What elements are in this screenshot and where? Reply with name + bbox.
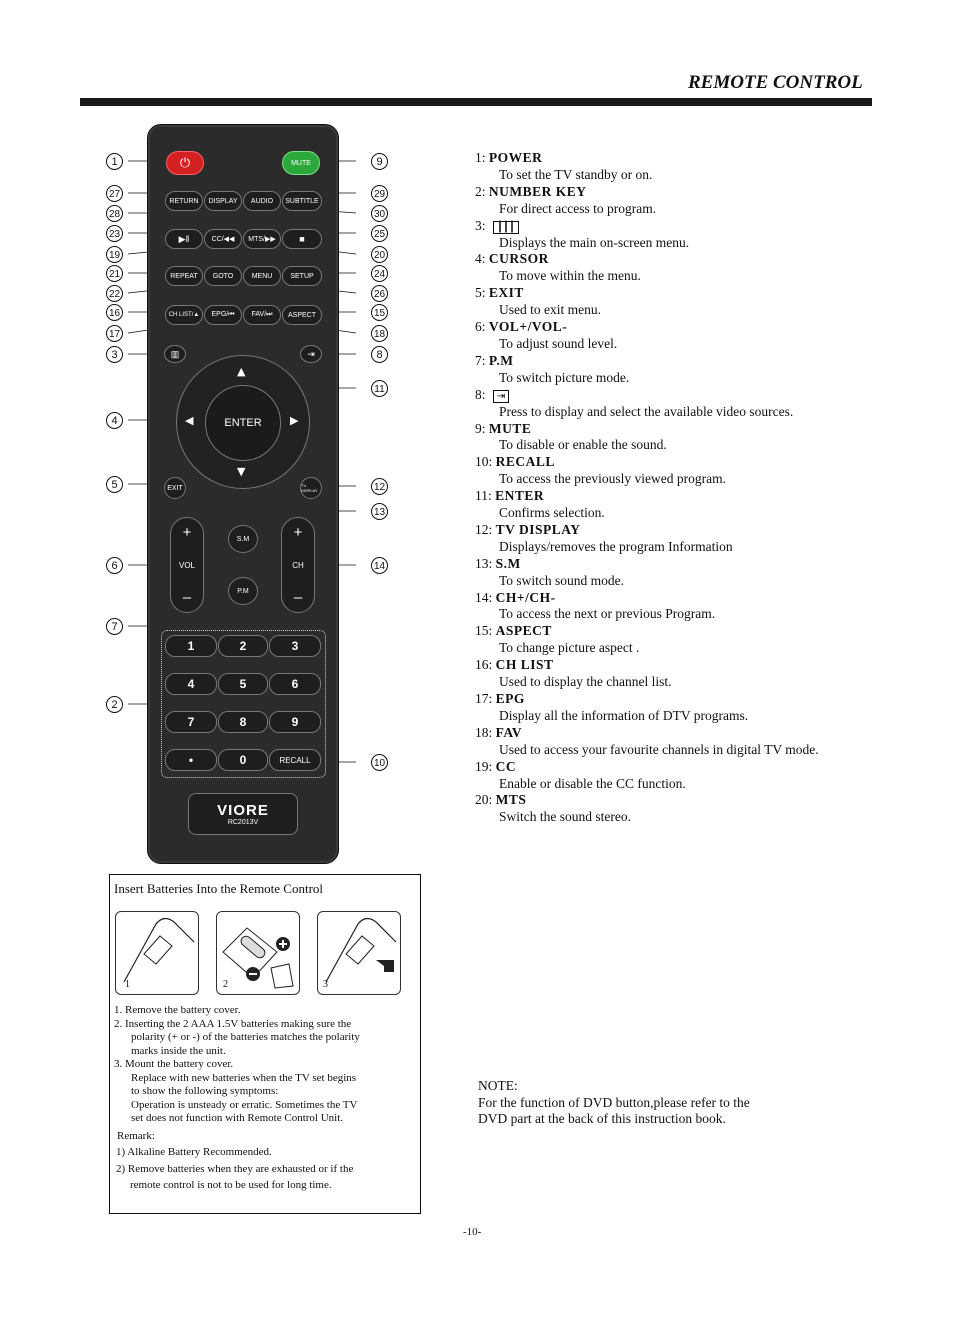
- return-button: RETURN: [165, 191, 203, 211]
- right-arrow-icon: ▶: [290, 414, 299, 427]
- battery-step-text: marks inside the unit.: [131, 1044, 226, 1057]
- digit-3-button: 3: [269, 635, 321, 657]
- tv-display-button: TV DISPLAY: [300, 477, 322, 499]
- function-description: For direct access to program.: [499, 200, 657, 216]
- function-number: 1:: [475, 150, 486, 165]
- function-description: Press to display and select the available video sources.: [499, 403, 794, 419]
- dot-button: •: [165, 749, 217, 771]
- volume-rocker: [170, 517, 204, 613]
- battery-step-2-illustration: [216, 911, 300, 995]
- page-number: -10-: [463, 1226, 482, 1238]
- callout-1: 1: [106, 153, 123, 170]
- callout-16: 16: [106, 304, 123, 321]
- function-term: [475, 353, 935, 370]
- callout-23: 23: [106, 225, 123, 242]
- function-name: CH+/CH-: [495, 589, 556, 605]
- function-name: EXIT: [488, 285, 524, 301]
- battery-step-text: Replace with new batteries when the TV set begins: [131, 1071, 357, 1084]
- function-term: [475, 488, 935, 505]
- function-description: Used to access your favourite channels in digital TV mode.: [499, 741, 819, 757]
- function-name: VOL+/VOL-: [488, 319, 568, 335]
- callout-21: 21: [106, 265, 123, 282]
- function-number: 11:: [475, 488, 492, 504]
- function-number: 14:: [475, 589, 493, 605]
- function-term: [475, 251, 935, 268]
- function-description: Used to display the channel list.: [499, 674, 672, 690]
- title-rule: [80, 98, 872, 106]
- source-icon: ⇥: [493, 390, 509, 403]
- digit-9-button: 9: [269, 711, 321, 733]
- up-arrow-icon: ▲: [237, 365, 246, 378]
- function-description: To switch picture mode.: [499, 369, 630, 385]
- down-arrow-icon: ▼: [237, 465, 246, 478]
- function-name: CURSOR: [488, 251, 549, 267]
- function-number: 16:: [475, 657, 493, 673]
- function-description: Enable or disable the CC function.: [499, 775, 686, 791]
- remark-2b: remote control is not to be used for long time.: [130, 1179, 332, 1191]
- digit-6-button: 6: [269, 673, 321, 695]
- battery-insert-icon: [217, 912, 299, 994]
- callout-3: 3: [106, 346, 123, 363]
- ch-plus-label: +: [293, 524, 303, 541]
- fav-button: FAV/⏭: [243, 305, 281, 325]
- function-number: 12:: [475, 521, 493, 537]
- vol-plus-label: +: [182, 524, 192, 541]
- function-number: 6:: [475, 319, 486, 335]
- recall-button: RECALL: [269, 749, 321, 771]
- display-button: DISPLAY: [204, 191, 242, 211]
- function-number: 5:: [475, 285, 486, 301]
- menu-icon-button: ▥: [164, 345, 186, 363]
- cover-close-icon: [318, 912, 400, 994]
- function-name: FAV: [495, 724, 523, 740]
- battery-step-text: to show the following symptoms:: [131, 1085, 279, 1097]
- function-term: [475, 319, 935, 336]
- remark-2a: 2) Remove batteries when they are exhausted or if the: [116, 1162, 354, 1175]
- digit-7-button: 7: [165, 711, 217, 733]
- function-description: To move within the menu.: [499, 268, 641, 284]
- battery-step-text: 2. Inserting the 2 AAA 1.5V batteries making sure the: [114, 1017, 352, 1030]
- callout-22: 22: [106, 285, 123, 302]
- epg-button: EPG/⏮: [204, 305, 242, 325]
- ch-list-button: CH LIST/▲: [165, 305, 203, 325]
- callout-4: 4: [106, 412, 123, 429]
- function-name: MUTE: [488, 420, 532, 436]
- function-description: Displays the main on-screen menu.: [499, 234, 690, 250]
- goto-button: GOTO: [204, 266, 242, 286]
- function-number: 10:: [475, 454, 493, 470]
- function-name: MTS: [495, 792, 527, 808]
- callout-19: 19: [106, 246, 123, 263]
- channel-rocker: [281, 517, 315, 613]
- power-button: ⏻: [166, 151, 204, 175]
- vol-minus-label: –: [182, 589, 192, 606]
- function-term: [475, 421, 935, 438]
- remark-1: 1) Alkaline Battery Recommended.: [116, 1146, 272, 1158]
- function-term: [475, 590, 935, 607]
- function-description: Display all the information of DTV programs.: [499, 707, 749, 723]
- function-number: 8:: [475, 386, 486, 402]
- battery-steps-list: [114, 1004, 414, 1193]
- step-label-1: 1: [125, 979, 130, 990]
- battery-title: Insert Batteries Into the Remote Control: [114, 881, 324, 896]
- function-description: To access the previously viewed program.: [499, 471, 726, 487]
- digit-5-button: 5: [218, 673, 268, 695]
- function-number: 4:: [475, 251, 486, 267]
- function-number: 9:: [475, 420, 486, 436]
- source-icon-button: ⇥: [300, 345, 322, 363]
- function-description: To adjust sound level.: [499, 335, 618, 351]
- mute-button: MUTE: [282, 151, 320, 175]
- callout-26: 26: [371, 285, 388, 302]
- callout-28: 28: [106, 205, 123, 222]
- function-term: [475, 725, 935, 742]
- function-name: POWER: [488, 150, 543, 165]
- function-number: 13:: [475, 555, 493, 571]
- function-number: 18:: [475, 724, 493, 740]
- digit-0-button: 0: [218, 749, 268, 771]
- function-name: NUMBER KEY: [488, 183, 587, 199]
- stop-button: ■: [282, 229, 322, 249]
- callout-13: 13: [371, 503, 388, 520]
- digit-8-button: 8: [218, 711, 268, 733]
- battery-step-text: 1. Remove the battery cover.: [114, 1004, 241, 1016]
- function-term: [475, 623, 935, 640]
- note-line-1: For the function of DVD button,please refer to the: [478, 1094, 750, 1110]
- function-term: [475, 792, 935, 809]
- function-description: To set the TV standby or on.: [499, 166, 653, 182]
- function-description: To switch sound mode.: [499, 572, 625, 588]
- digit-1-button: 1: [165, 635, 217, 657]
- remote-control-illustration: [147, 124, 339, 864]
- function-term: [475, 218, 935, 235]
- ch-minus-label: –: [293, 589, 303, 606]
- function-term: [475, 285, 935, 302]
- function-name: TV DISPLAY: [495, 521, 581, 537]
- play-pause-button: ▶‖: [165, 229, 203, 249]
- function-term: [475, 556, 935, 573]
- callout-17: 17: [106, 325, 123, 342]
- model-label: RC2013V: [227, 819, 259, 826]
- function-name: ASPECT: [495, 623, 552, 639]
- pm-button: P.M: [228, 577, 258, 605]
- function-description: To access the next or previous Program.: [499, 606, 716, 622]
- function-description: To change picture aspect .: [499, 640, 640, 656]
- audio-button: AUDIO: [243, 191, 281, 211]
- step-label-2: 2: [223, 979, 228, 990]
- battery-step-3-illustration: [317, 911, 401, 995]
- callout-20: 20: [371, 246, 388, 263]
- function-name: CH LIST: [495, 657, 554, 673]
- battery-step-text: Operation is unsteady or erratic. Sometimes the TV: [131, 1098, 358, 1111]
- battery-step-text: set does not function with Remote Control Unit.: [131, 1112, 344, 1124]
- digit-4-button: 4: [165, 673, 217, 695]
- digit-2-button: 2: [218, 635, 268, 657]
- menu-icon: ┃┃┃: [493, 221, 519, 234]
- exit-button: EXIT: [164, 477, 186, 499]
- function-term: [475, 759, 935, 776]
- callout-24: 24: [371, 265, 388, 282]
- sm-button: S.M: [228, 525, 258, 553]
- callout-7: 7: [106, 618, 123, 635]
- function-description: Confirms selection.: [499, 505, 605, 521]
- function-description: Switch the sound stereo.: [499, 809, 631, 825]
- cc-rewind-button: CC/◀◀: [204, 229, 242, 249]
- page-title: REMOTE CONTROL: [688, 72, 863, 93]
- brand-plate: [188, 793, 298, 835]
- ch-label: CH: [292, 560, 304, 570]
- battery-step-text: 3. Mount the battery cover.: [114, 1058, 234, 1070]
- function-number: 19:: [475, 758, 493, 774]
- callout-15: 15: [371, 304, 388, 321]
- function-description: Used to exit menu.: [499, 302, 601, 318]
- left-arrow-icon: ◀: [185, 414, 194, 427]
- function-term: [475, 184, 935, 201]
- step-label-3: 3: [323, 979, 328, 990]
- function-name: RECALL: [495, 454, 555, 470]
- function-list: [475, 150, 935, 826]
- callout-29: 29: [371, 185, 388, 202]
- note-label: NOTE:: [478, 1078, 518, 1093]
- callout-11: 11: [371, 380, 388, 397]
- function-number: 7:: [475, 352, 486, 368]
- repeat-button: REPEAT: [165, 266, 203, 286]
- note-line-2: DVD part at the back of this instruction book.: [478, 1111, 726, 1126]
- function-term: [475, 657, 935, 674]
- battery-step-text: polarity (+ or -) of the batteries matches the polarity: [131, 1031, 360, 1043]
- function-description: Displays/removes the program Information: [499, 538, 733, 554]
- callout-18: 18: [371, 325, 388, 342]
- callout-12: 12: [371, 478, 388, 495]
- function-number: 15:: [475, 623, 493, 639]
- dvd-note: [478, 1078, 878, 1128]
- subtitle-button: SUBTITLE: [282, 191, 322, 211]
- function-number: 17:: [475, 691, 493, 706]
- callout-2: 2: [106, 696, 123, 713]
- setup-button: SETUP: [282, 266, 322, 286]
- menu-button: MENU: [243, 266, 281, 286]
- callout-10: 10: [371, 754, 388, 771]
- vol-label: VOL: [178, 560, 195, 570]
- callout-30: 30: [371, 205, 388, 222]
- callout-9: 9: [371, 153, 388, 170]
- function-number: 3:: [475, 217, 486, 233]
- enter-button: ENTER: [205, 385, 281, 461]
- remark-label: Remark:: [117, 1129, 155, 1142]
- callout-27: 27: [106, 185, 123, 202]
- function-term: [475, 691, 935, 708]
- mts-forward-button: MTS/▶▶: [243, 229, 281, 249]
- function-name: EPG: [495, 691, 525, 706]
- callout-14: 14: [371, 557, 388, 574]
- function-number: 20:: [475, 792, 493, 808]
- function-name: S.M: [495, 555, 521, 571]
- callout-6: 6: [106, 557, 123, 574]
- function-name: P.M: [488, 352, 514, 368]
- aspect-button: ASPECT: [282, 305, 322, 325]
- function-name: CC: [495, 758, 517, 774]
- function-term: [475, 522, 935, 539]
- function-description: To disable or enable the sound.: [499, 437, 667, 453]
- callout-8: 8: [371, 346, 388, 363]
- brand-logo: VIORE: [217, 802, 269, 819]
- function-term: [475, 150, 935, 167]
- callout-25: 25: [371, 225, 388, 242]
- callout-5: 5: [106, 476, 123, 493]
- function-name: ENTER: [495, 488, 545, 504]
- function-term: [475, 387, 935, 404]
- function-number: 2:: [475, 183, 486, 199]
- function-term: [475, 454, 935, 471]
